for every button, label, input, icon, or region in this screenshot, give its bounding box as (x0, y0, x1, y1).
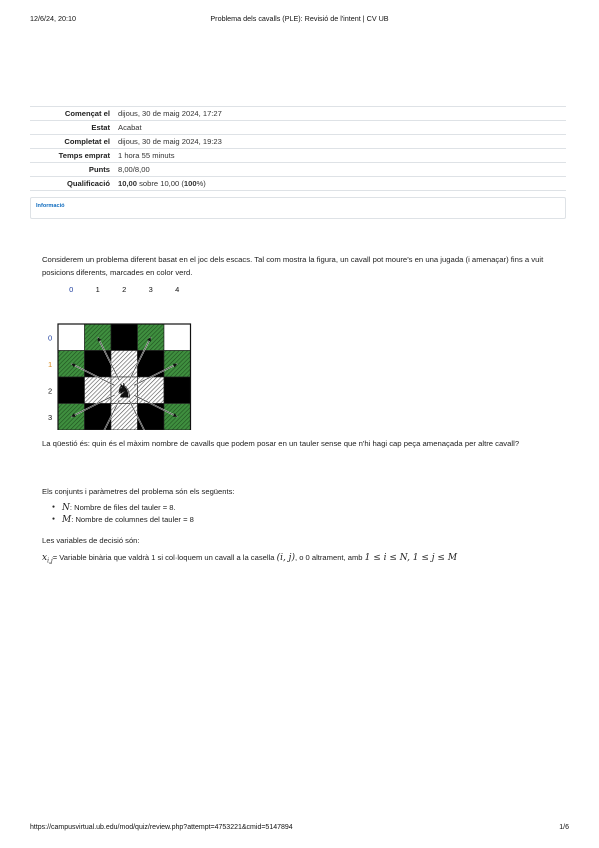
summary-row-points (30, 163, 566, 177)
var-range: 1 ≤ i ≤ N, 1 ≤ j ≤ M (364, 553, 458, 563)
summary-value: dijous, 30 de maig 2024, 19:23 (114, 135, 566, 149)
summary-row-state (30, 121, 566, 135)
info-box (30, 197, 566, 219)
symbol-n: N (62, 503, 70, 513)
summary-value: Acabat (114, 121, 566, 135)
variables-section (42, 536, 572, 568)
column-labels (69, 285, 179, 294)
attempt-summary-table (30, 106, 566, 191)
sets-list (42, 502, 564, 526)
summary-row-time (30, 149, 566, 163)
row-label: 2 (48, 386, 53, 396)
summary-row-completed (30, 135, 566, 149)
sets-heading: Els conjunts i paràmetres del problema són els següents: (42, 487, 235, 496)
summary-row-grade (30, 177, 566, 191)
summary-value: 1 hora 55 minuts (114, 149, 566, 163)
row-label: 1 (48, 359, 53, 369)
print-header (30, 14, 569, 26)
info-label: Informació (36, 203, 65, 209)
print-title: Problema dels cavalls (PLE): Revisió de l'intent | CV UB (210, 14, 389, 23)
board-cell (164, 377, 191, 404)
summary-value: dijous, 30 de maig 2024, 17:27 (114, 107, 566, 121)
summary-label: Començat el (30, 107, 114, 121)
board-cell (164, 324, 191, 351)
set-text: : Nombre de columnes del tauler = 8 (71, 515, 194, 524)
question-text (42, 254, 564, 279)
set-item-m (54, 514, 564, 526)
print-date: 12/6/24, 20:10 (30, 14, 76, 23)
summary-label: Qualificació (30, 177, 114, 191)
board-cell (58, 377, 85, 404)
knight-icon: ♞ (115, 378, 134, 403)
var-text2: , o 0 altrament, amb (294, 553, 365, 562)
summary-label: Completat el (30, 135, 114, 149)
summary-value (114, 177, 566, 191)
var-cell: (i, j) (276, 553, 295, 563)
column-label: 2 (122, 285, 127, 294)
grade-score: 10,00 (118, 179, 138, 188)
var-subscript: i,j (47, 557, 53, 565)
sets-section (42, 487, 564, 526)
summary-label: Punts (30, 163, 114, 177)
column-label: 1 (95, 285, 100, 294)
summary-value: 8,00/8,00 (114, 163, 566, 177)
question-intro: Considerem un problema diferent basat en el joc dels escacs. Tal com mostra la figura, un cavall pot moure's en una jugada (i amenaçar) fins a vuit posicions diferents, marcades en color verd. (42, 255, 544, 277)
column-label: 4 (175, 285, 180, 294)
column-label: 0 (69, 285, 74, 294)
variables-heading: Les variables de decisió són: (42, 536, 140, 545)
row-label: 3 (48, 412, 53, 422)
summary-label: Estat (30, 121, 114, 135)
set-text: : Nombre de files del tauler = 8. (69, 503, 176, 512)
var-symbol: x (42, 553, 48, 563)
board-cell (111, 324, 138, 351)
set-item-n (54, 502, 564, 514)
print-footer (30, 824, 569, 836)
knight-board-figure (46, 284, 196, 430)
var-text: = Variable binària que valdrà 1 si col·loquem un cavall a la casella (52, 553, 277, 562)
grade-close: %) (196, 179, 206, 188)
row-label: 0 (48, 333, 53, 343)
summary-label: Temps emprat (30, 149, 114, 163)
board-cell (58, 324, 85, 351)
chessboard (46, 284, 196, 430)
question-ask: La qüestió és: quin és el màxim nombre de cavalls que podem posar en un tauler sense que n'hi hagi cap peça amenaçada per altre cavall? (42, 439, 520, 448)
page-number: 1/6 (559, 824, 569, 831)
summary-row-started (30, 107, 566, 121)
variable-definition (42, 551, 572, 568)
grade-of: sobre 10,00 ( (137, 179, 184, 188)
page-url: https://campusvirtual.ub.edu/mod/quiz/review.php?attempt=4753221&cmid=5147894 (30, 824, 293, 831)
column-label: 3 (148, 285, 153, 294)
grade-percent: 100 (183, 179, 197, 188)
symbol-m: M (62, 515, 72, 525)
row-labels (48, 333, 52, 430)
